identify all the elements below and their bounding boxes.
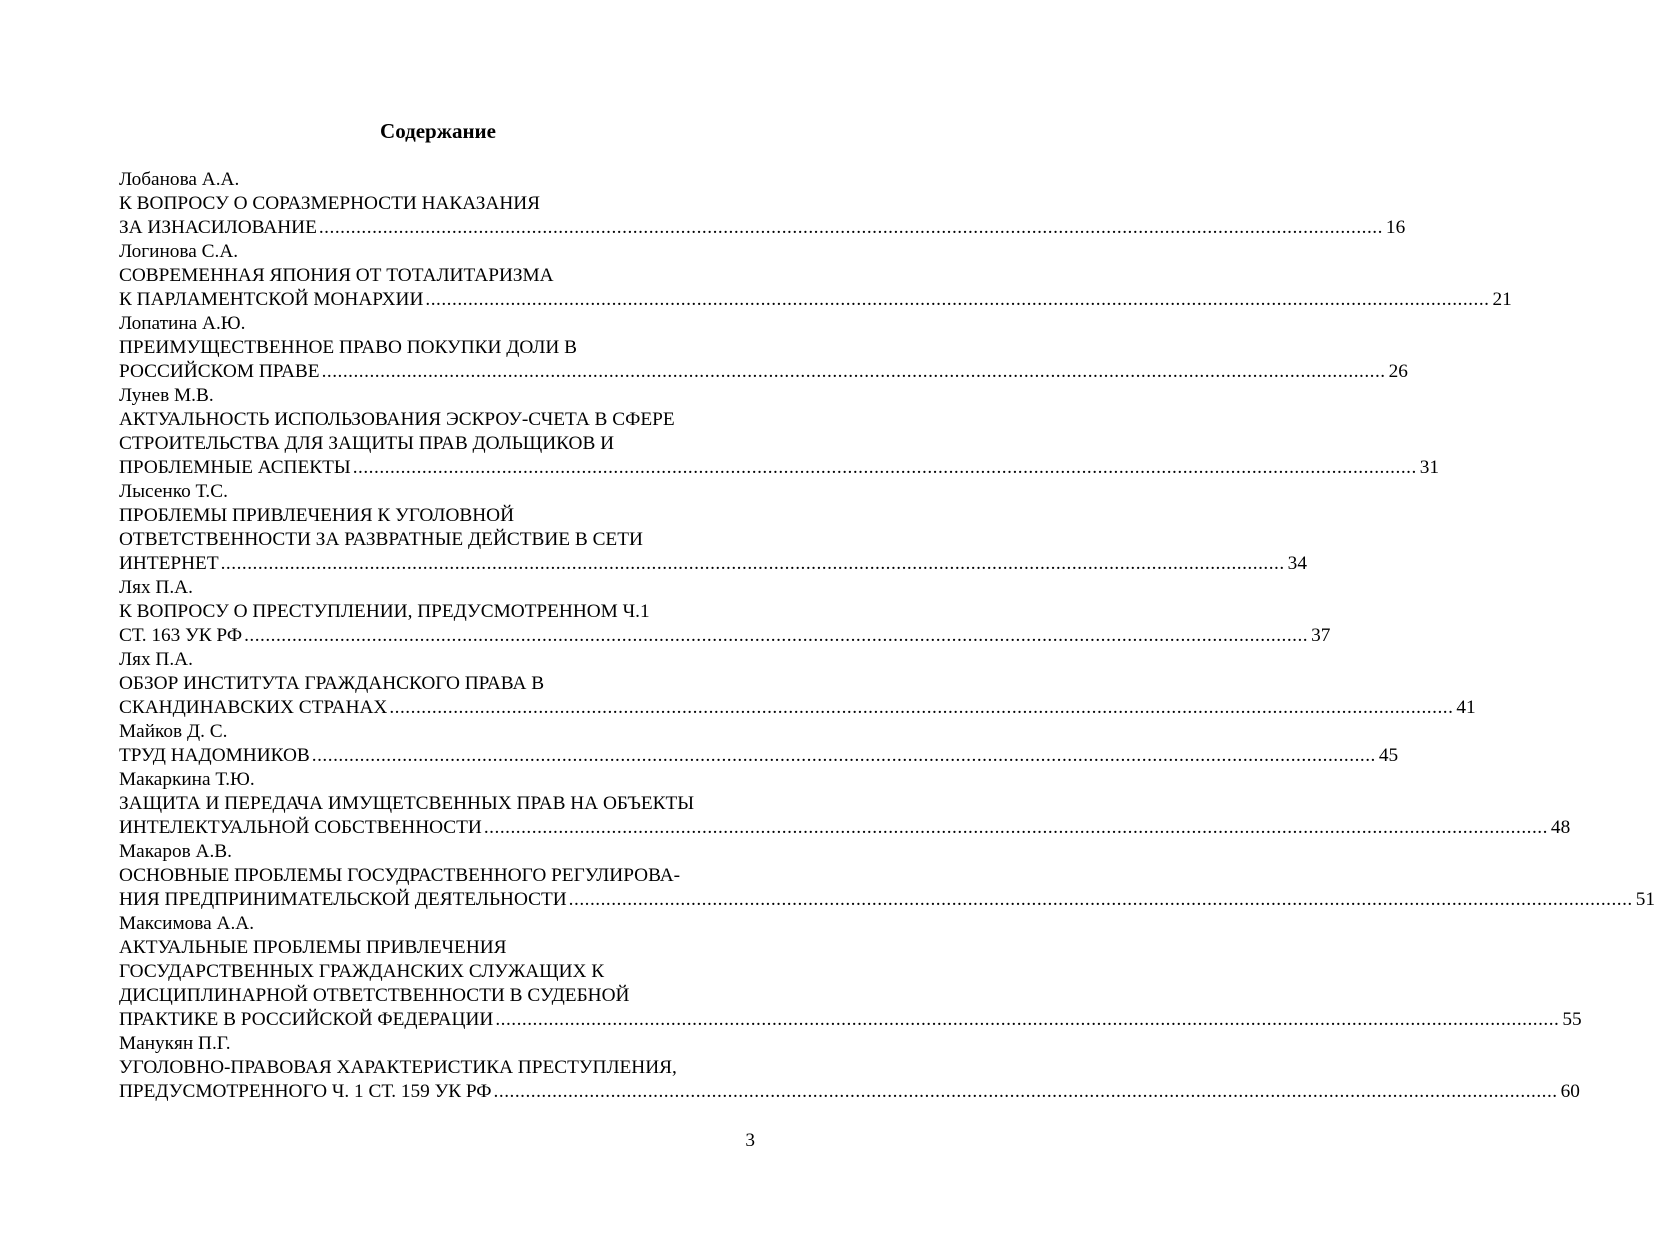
- toc-entry-title-line: СОВРЕМЕННАЯ ЯПОНИЯ ОТ ТОТАЛИТАРИЗМА: [119, 265, 554, 286]
- toc-entry-title-line: НИЯ ПРЕДПРИНИМАТЕЛЬСКОЙ ДЕЯТЕЛЬНОСТИ: [119, 889, 567, 910]
- dot-leader: ........................................................................................................................................................................................................: [493, 1081, 1558, 1102]
- toc-entry-last-line: [119, 1080, 1580, 1104]
- toc-entry-page: 41: [1456, 697, 1476, 718]
- toc-entry-page: 37: [1311, 625, 1331, 646]
- toc-entry-author: Лопатина А.Ю.: [119, 313, 246, 334]
- toc-entry-page: 21: [1492, 289, 1512, 310]
- toc-entry-page: 31: [1419, 457, 1440, 478]
- page-number: 3: [745, 1130, 755, 1151]
- dot-leader: ........................................................................................................................................................................................................: [311, 745, 1376, 766]
- toc-entry-title-line: ПРАКТИКЕ В РОССИЙСКОЙ ФЕДЕРАЦИИ: [119, 1009, 494, 1030]
- toc-entry-title-line: ЗАЩИТА И ПЕРЕДАЧА ИМУЩЕТСВЕННЫХ ПРАВ НА ОБЪЕКТЫ: [119, 793, 695, 814]
- toc-entry-title-line: К ПАРЛАМЕНТСКОЙ МОНАРХИИ: [119, 289, 424, 310]
- toc-entry-page: 45: [1378, 745, 1399, 766]
- toc-entry: [119, 240, 1512, 312]
- toc-entry-last-line: [119, 816, 1571, 840]
- toc-entry-last-line: [119, 456, 1440, 480]
- dot-leader: ........................................................................................................................................................................................................: [389, 697, 1454, 718]
- toc-entry-title-line: ИНТЕРНЕТ: [119, 553, 219, 574]
- toc-entry-author: Майков Д. С.: [119, 721, 228, 742]
- toc-entry-author: Макаркина Т.Ю.: [119, 769, 255, 790]
- dot-leader: ........................................................................................................................................................................................................: [495, 1009, 1560, 1030]
- toc-entry-last-line: [119, 1008, 1582, 1032]
- toc-entry: [119, 648, 1476, 720]
- toc-entry-last-line: [119, 360, 1408, 384]
- toc-entry-author: Лысенко Т.С.: [119, 481, 228, 502]
- toc-entry-author: Лях П.А.: [119, 577, 193, 598]
- toc-entry-title-line: ГОСУДАРСТВЕННЫХ ГРАЖДАНСКИХ СЛУЖАЩИХ К: [119, 961, 605, 982]
- toc-entry-page: 48: [1550, 817, 1571, 838]
- toc-entry-page: 16: [1385, 217, 1406, 238]
- toc-entry: [119, 1032, 1580, 1104]
- toc-entry: [119, 912, 1582, 1032]
- toc-entry: [119, 720, 1399, 768]
- toc-entry-title-line: ТРУД НАДОМНИКОВ: [119, 745, 310, 766]
- toc-entry-author: Максимова А.А.: [119, 913, 255, 934]
- dot-leader: ........................................................................................................................................................................................................: [321, 361, 1386, 382]
- dot-leader: ........................................................................................................................................................................................................: [244, 625, 1309, 646]
- toc-entry-author: Логинова С.А.: [119, 241, 239, 262]
- toc-entry: [119, 576, 1331, 648]
- toc-entry-last-line: [119, 288, 1512, 312]
- dot-leader: ........................................................................................................................................................................................................: [425, 289, 1490, 310]
- toc-entry-title-line: ПРЕИМУЩЕСТВЕННОЕ ПРАВО ПОКУПКИ ДОЛИ В: [119, 337, 578, 358]
- toc-entry-author: Лях П.А.: [119, 649, 193, 670]
- table-of-contents: [119, 168, 1655, 1104]
- toc-entry-title-line: ЗА ИЗНАСИЛОВАНИЕ: [119, 217, 317, 238]
- toc-entry-page: 34: [1287, 553, 1307, 574]
- toc-entry-title-line: СТ. 163 УК РФ: [119, 625, 243, 646]
- dot-leader: ........................................................................................................................................................................................................: [483, 817, 1548, 838]
- toc-entry-page: 26: [1388, 361, 1408, 382]
- toc-entry: [119, 768, 1571, 840]
- dot-leader: ........................................................................................................................................................................................................: [318, 217, 1383, 238]
- toc-entry-title-line: РОССИЙСКОМ ПРАВЕ: [119, 361, 320, 382]
- dot-leader: ........................................................................................................................................................................................................: [220, 553, 1285, 574]
- page-title: Содержание: [380, 119, 496, 143]
- toc-entry-author: Лобанова А.А.: [119, 169, 240, 190]
- toc-entry-last-line: [119, 552, 1307, 576]
- toc-entry-title-line: ПРЕДУСМОТРЕННОГО Ч. 1 СТ. 159 УК РФ: [119, 1081, 492, 1102]
- toc-entry-title-line: К ВОПРОСУ О ПРЕСТУПЛЕНИИ, ПРЕДУСМОТРЕННОМ Ч.1: [119, 601, 650, 622]
- toc-entry-page: 60: [1560, 1081, 1580, 1102]
- toc-entry-title-line: ПРОБЛЕМЫ ПРИВЛЕЧЕНИЯ К УГОЛОВНОЙ: [119, 505, 515, 526]
- toc-entry-page: 51: [1635, 889, 1655, 910]
- toc-entry-title-line: ОСНОВНЫЕ ПРОБЛЕМЫ ГОСУДРАСТВЕННОГО РЕГУЛИРОВА-: [119, 865, 681, 886]
- toc-entry-page: 55: [1562, 1009, 1582, 1030]
- toc-entry-title-line: К ВОПРОСУ О СОРАЗМЕРНОСТИ НАКАЗАНИЯ: [119, 193, 541, 214]
- toc-entry-author: Манукян П.Г.: [119, 1033, 231, 1054]
- toc-entry: [119, 840, 1655, 912]
- toc-entry-last-line: [119, 624, 1331, 648]
- toc-entry: [119, 480, 1307, 576]
- toc-entry-last-line: [119, 888, 1655, 912]
- toc-entry: [119, 168, 1406, 240]
- toc-entry: [119, 312, 1408, 384]
- dot-leader: ........................................................................................................................................................................................................: [352, 457, 1417, 478]
- toc-entry-title-line: СТРОИТЕЛЬСТВА ДЛЯ ЗАЩИТЫ ПРАВ ДОЛЬЩИКОВ И: [119, 433, 615, 454]
- toc-entry-title-line: ОТВЕТСТВЕННОСТИ ЗА РАЗВРАТНЫЕ ДЕЙСТВИЕ В СЕТИ: [119, 529, 643, 550]
- toc-entry-last-line: [119, 216, 1406, 240]
- toc-entry-title-line: ИНТЕЛЕКТУАЛЬНОЙ СОБСТВЕННОСТИ: [119, 817, 482, 838]
- toc-entry-title-line: ОБЗОР ИНСТИТУТА ГРАЖДАНСКОГО ПРАВА В: [119, 673, 545, 694]
- toc-entry-last-line: [119, 696, 1476, 720]
- toc-entry-title-line: ПРОБЛЕМНЫЕ АСПЕКТЫ: [119, 457, 351, 478]
- toc-entry-title-line: АКТУАЛЬНОСТЬ ИСПОЛЬЗОВАНИЯ ЭСКРОУ-СЧЕТА В СФЕРЕ: [119, 409, 675, 430]
- toc-entry-author: Лунев М.В.: [119, 385, 214, 406]
- toc-entry-author: Макаров А.В.: [119, 841, 232, 862]
- dot-leader: ........................................................................................................................................................................................................: [568, 889, 1633, 910]
- toc-entry-title-line: ДИСЦИПЛИНАРНОЙ ОТВЕТСТВЕННОСТИ В СУДЕБНОЙ: [119, 985, 630, 1006]
- toc-entry-title-line: УГОЛОВНО-ПРАВОВАЯ ХАРАКТЕРИСТИКА ПРЕСТУПЛЕНИЯ,: [119, 1057, 677, 1078]
- toc-entry: [119, 384, 1440, 480]
- toc-entry-title-line: АКТУАЛЬНЫЕ ПРОБЛЕМЫ ПРИВЛЕЧЕНИЯ: [119, 937, 507, 958]
- toc-entry-title-line: СКАНДИНАВСКИХ СТРАНАХ: [119, 697, 388, 718]
- toc-entry-last-line: [119, 744, 1399, 768]
